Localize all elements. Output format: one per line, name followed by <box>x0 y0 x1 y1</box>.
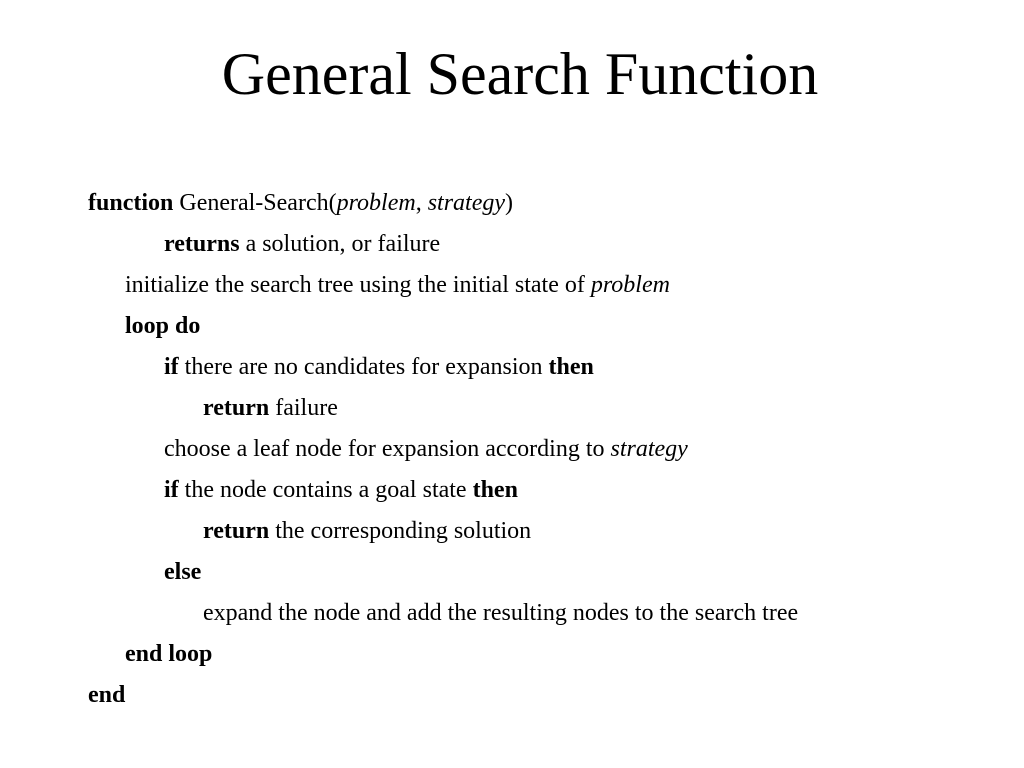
code-line-end <box>88 675 798 716</box>
pseudocode-block <box>88 183 798 716</box>
var-strategy: strategy <box>610 436 688 462</box>
param-separator: , <box>415 190 428 216</box>
code-line-choose-leaf <box>88 429 798 470</box>
choose-leaf-text: choose a leaf node for expansion according to <box>164 436 611 462</box>
code-line-function-header <box>88 183 798 224</box>
keyword-loop-do: loop do <box>125 313 201 339</box>
initialize-text: initialize the search tree using the initial state of <box>125 272 591 298</box>
code-line-return-solution <box>88 511 798 552</box>
code-line-else <box>88 552 798 593</box>
code-line-return-failure <box>88 388 798 429</box>
keyword-else: else <box>164 559 202 585</box>
condition-text: there are no candidates for expansion <box>178 354 549 380</box>
code-line-if-goal-state <box>88 470 798 511</box>
param-strategy: strategy <box>427 190 506 216</box>
keyword-function: function <box>88 190 174 216</box>
keyword-return: return <box>203 395 270 421</box>
keyword-if: if <box>164 354 179 380</box>
slide-title: General Search Function <box>221 41 819 107</box>
keyword-if: if <box>164 477 179 503</box>
keyword-then: then <box>472 477 518 503</box>
keyword-end: end <box>88 682 126 708</box>
return-solution-text: the corresponding solution <box>269 518 532 544</box>
return-failure-text: failure <box>269 395 338 421</box>
code-line-returns <box>88 224 798 265</box>
code-line-initialize <box>88 265 798 306</box>
returns-text: a solution, or failure <box>239 231 441 257</box>
keyword-then: then <box>548 354 594 380</box>
code-line-end-loop <box>88 634 798 675</box>
expand-node-text: expand the node and add the resulting nodes to the search tree <box>203 600 799 626</box>
condition-text: the node contains a goal state <box>178 477 473 503</box>
code-line-expand-node <box>88 593 798 634</box>
keyword-return: return <box>203 518 270 544</box>
keyword-end-loop: end loop <box>125 641 213 667</box>
code-line-if-no-candidates <box>88 347 798 388</box>
param-problem: problem <box>336 190 416 216</box>
var-problem: problem <box>590 272 670 298</box>
code-line-loop-do <box>88 306 798 347</box>
function-name: General-Search( <box>179 190 337 216</box>
keyword-returns: returns <box>164 231 240 257</box>
close-paren: ) <box>505 190 514 216</box>
